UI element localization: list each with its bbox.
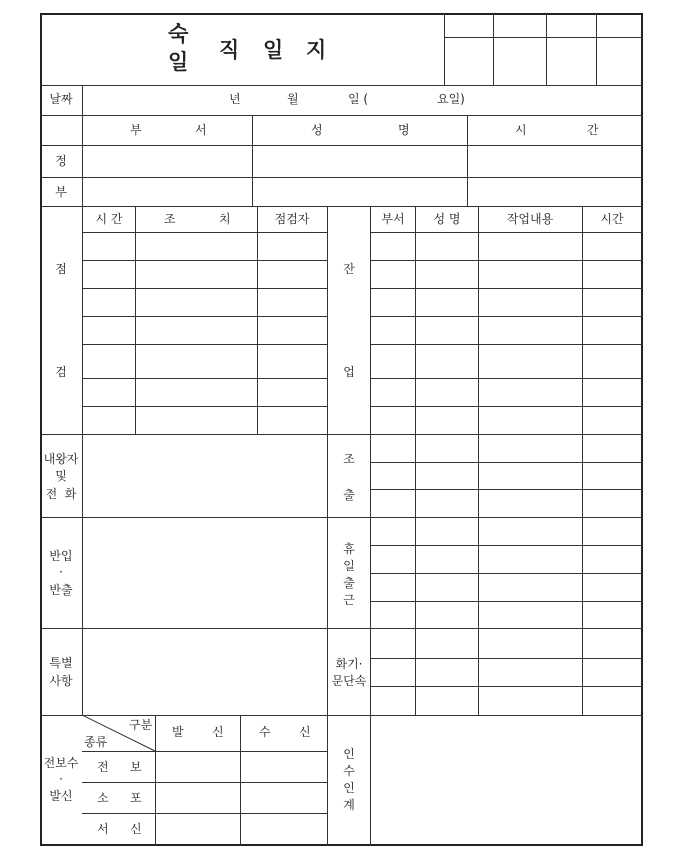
date-weekday: 요일) [437,92,465,106]
inspection-col-action-1: 조 [164,212,176,226]
inspection-col-time: 시 간 [95,212,123,226]
carry-label-1: 반입 [49,549,73,563]
header-dept-1: 부 [130,123,142,137]
inspection-label-1: 점 [55,262,67,276]
telegram-kind-telegram-1: 전 [97,760,109,774]
telegram-kind-parcel-1: 소 [97,791,109,805]
telegram-kind-letter-2: 신 [130,822,142,836]
date-label: 날짜 [49,92,73,106]
overtime-col-dept: 부서 [381,212,405,226]
special-label-1: 특별 [49,656,73,670]
handover-label-1: 인 [343,747,355,761]
telegram-kind-header: 종류 [84,735,108,749]
handover-label-4: 계 [343,798,355,812]
overtime-col-name: 성 명 [433,212,461,226]
telegram-category-header: 구분 [129,718,153,732]
overtime-col-work: 작업내용 [506,212,554,226]
date-month: 월 [287,92,299,106]
telegram-kind-letter-1: 서 [97,822,109,836]
telegram-kind-parcel-2: 포 [130,791,142,805]
fire-label-1: 화기· [335,657,363,671]
special-label-2: 사항 [49,674,73,688]
inspection-label-2: 검 [55,365,67,379]
inspection-col-action-2: 치 [219,212,231,226]
holiday-label-3: 출 [343,576,355,590]
duty-primary-label: 정 [55,154,67,168]
title-char-5: 지 [306,38,327,62]
holiday-label-1: 휴 [343,542,355,556]
telegram-receive-1: 수 [259,725,271,739]
overtime-col-time: 시간 [600,212,624,226]
telegram-receive-2: 신 [299,725,311,739]
header-dept-2: 서 [195,123,207,137]
early-label-1: 조 [343,452,355,466]
visitors-label-3: 전 화 [45,487,77,501]
telegram-label-1: 전보수 [43,756,79,770]
header-name-2: 명 [398,123,410,137]
handover-label-3: 인 [343,781,355,795]
header-name-1: 성 [311,123,323,137]
holiday-label-2: 일 [343,559,355,573]
title-char-3: 직 [219,38,240,62]
telegram-kind-telegram-2: 보 [130,760,142,774]
title-char-2: 일 [168,50,189,74]
date-day: 일 ( [348,92,369,106]
inspection-col-inspector: 점검자 [274,212,310,226]
handover-label-2: 수 [343,764,355,778]
date-year: 년 [229,92,241,106]
visitors-label-1: 내왕자 [43,452,79,466]
duty-secondary-label: 부 [55,185,67,199]
carry-label-3: 반출 [49,583,73,597]
holiday-label-4: 근 [343,593,355,607]
fire-label-2: 문단속 [331,674,367,688]
telegram-send-2: 신 [212,725,224,739]
carry-label-2: · [59,565,63,579]
title-char-4: 일 [263,38,284,62]
visitors-label-2: 및 [55,469,67,483]
overtime-label-2: 업 [343,365,355,379]
early-label-2: 출 [343,488,355,502]
telegram-label-2: · [59,772,63,786]
telegram-send-1: 발 [172,725,184,739]
header-time-1: 시 [515,123,527,137]
header-time-2: 간 [587,123,599,137]
telegram-label-3: 발신 [49,789,73,803]
overtime-label-1: 잔 [343,262,355,276]
title-char-1: 숙 [168,22,189,46]
